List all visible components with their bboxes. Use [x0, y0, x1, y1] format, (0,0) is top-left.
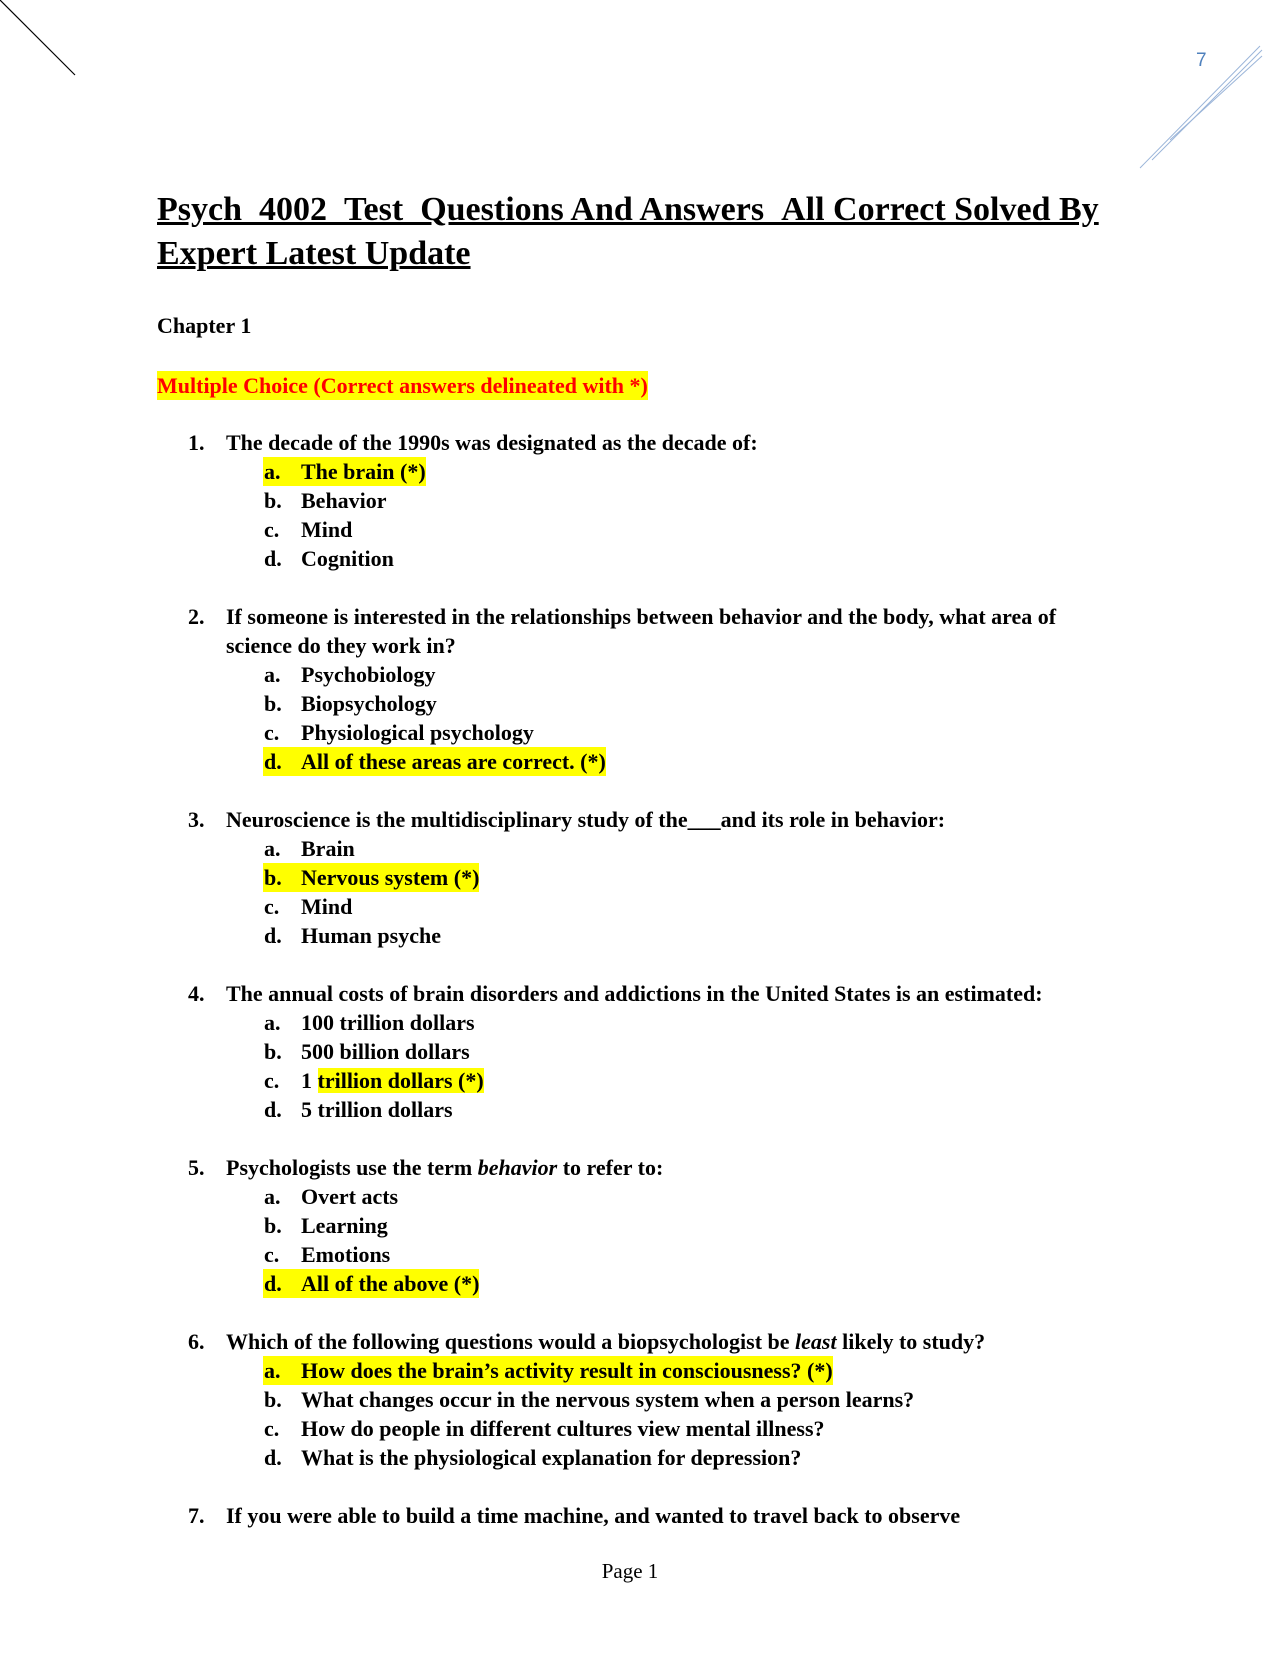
answer-option: a. Brain [264, 836, 355, 861]
answer-option-correct: a. The brain (*) [264, 459, 426, 484]
answer-option: c. Mind [264, 517, 353, 542]
question-number: 7. [188, 1503, 205, 1528]
answer-option: b. Biopsychology [264, 691, 437, 716]
answer-option-correct: c. 1 trillion dollars (*) [264, 1068, 484, 1093]
question-4 [188, 979, 1108, 1124]
question-text: If you were able to build a time machine, and wanted to travel back to observe [226, 1503, 961, 1528]
question-text: The decade of the 1990s was designated as the decade of: [226, 430, 758, 455]
question-7 [188, 1501, 1108, 1530]
chapter-heading: Chapter 1 [157, 313, 252, 338]
answer-option: d. What is the physiological explanation for depression? [264, 1445, 802, 1470]
question-6 [188, 1327, 1108, 1472]
question-number: 3. [188, 807, 205, 832]
question-text: Psychologists use the term behavior to refer to: [226, 1155, 664, 1180]
answer-option-correct: d. All of these areas are correct. (*) [264, 749, 606, 774]
question-2 [188, 602, 1108, 776]
answer-option-correct: a. How does the brain’s activity result in consciousness? (*) [264, 1358, 833, 1383]
question-text: Which of the following questions would a biopsychologist be least likely to study? [226, 1329, 986, 1354]
question-number: 1. [188, 430, 205, 455]
question-text: The annual costs of brain disorders and addictions in the United States is an estimated: [226, 981, 1043, 1006]
question-number: 4. [188, 981, 205, 1006]
answer-option: a. Psychobiology [264, 662, 436, 687]
header-page-number: 7 [1196, 50, 1207, 71]
answer-option: c. Physiological psychology [264, 720, 534, 745]
answer-option: b. Learning [264, 1213, 388, 1238]
answer-option: c. How do people in different cultures view mental illness? [264, 1416, 825, 1441]
question-number: 6. [188, 1329, 205, 1354]
corner-decoration [0, 0, 1280, 200]
answer-option: c. Mind [264, 894, 353, 919]
answer-option: d. Cognition [264, 546, 394, 571]
answer-option: d. 5 trillion dollars [264, 1097, 453, 1122]
question-number: 2. [188, 604, 205, 629]
answer-option-correct: d. All of the above (*) [264, 1271, 480, 1296]
multiple-choice-heading: Multiple Choice (Correct answers delineated with *) [157, 373, 648, 398]
footer-page-label: Page 1 [601, 1559, 659, 1583]
answer-option: b. Behavior [264, 488, 387, 513]
answer-option: a. 100 trillion dollars [264, 1010, 475, 1035]
answer-option: c. Emotions [264, 1242, 391, 1267]
question-text: Neuroscience is the multidisciplinary study of the___and its role in behavior: [226, 807, 946, 832]
question-text: If someone is interested in the relationships between behavior and the body, what area of science do they work in? [226, 604, 1057, 658]
question-5 [188, 1153, 1108, 1298]
answer-option: b. 500 billion dollars [264, 1039, 470, 1064]
answer-option-correct: b. Nervous system (*) [264, 865, 480, 890]
question-list [188, 428, 1108, 1530]
answer-option: a. Overt acts [264, 1184, 399, 1209]
question-number: 5. [188, 1155, 205, 1180]
document-title: Psych_4002_Test_Questions And Answers_All Correct Solved By Expert Latest Update [157, 191, 1099, 272]
answer-option: b. What changes occur in the nervous system when a person learns? [264, 1387, 915, 1412]
question-1 [188, 428, 1108, 573]
answer-option: d. Human psyche [264, 923, 441, 948]
question-3 [188, 805, 1108, 950]
